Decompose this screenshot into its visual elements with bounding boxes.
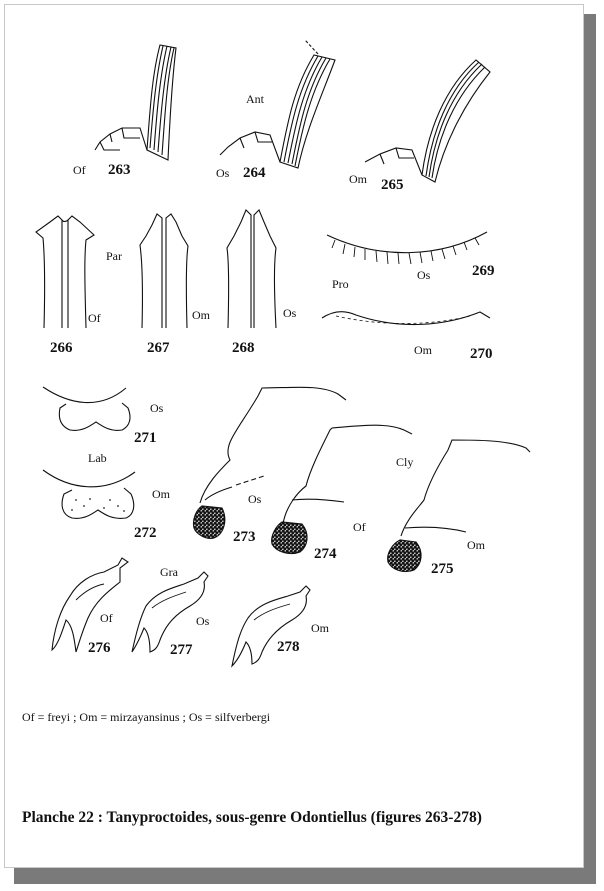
figure-266: 266: [50, 340, 73, 356]
figure-276: 276: [88, 640, 111, 656]
antenna-263: [95, 45, 176, 160]
antenna-264: [220, 40, 335, 168]
figure-263: 263: [108, 162, 131, 178]
species-276: Of: [100, 611, 113, 625]
figure-267: 267: [147, 340, 170, 356]
species-legend: Of = freyi ; Om = mirzayansinus ; Os = silfverbergi: [22, 710, 271, 724]
figure-274: 274: [314, 546, 337, 562]
label-lab: Lab: [88, 451, 107, 465]
label-ant: Ant: [246, 92, 264, 106]
species-275: Om: [467, 538, 485, 552]
figure-278: 278: [277, 639, 300, 655]
species-273: Os: [248, 492, 262, 506]
plate-caption: Planche 22 : Tanyproctoides, sous-genre Odontiellus (figures 263-278): [22, 809, 482, 826]
species-269: Os: [417, 268, 431, 282]
label-gra: Gra: [160, 565, 178, 579]
clypeus-274: [272, 425, 412, 553]
label-par: Par: [106, 249, 122, 263]
figure-277: 277: [170, 642, 193, 658]
figure-269: 269: [472, 263, 495, 279]
label-cly: Cly: [396, 455, 414, 469]
species-264: Os: [216, 166, 230, 180]
species-270: Om: [414, 343, 432, 357]
paramere-267: [140, 214, 188, 328]
antenna-265: [365, 60, 490, 182]
species-274: Of: [353, 520, 366, 534]
figure-275: 275: [431, 561, 454, 577]
figure-264: 264: [243, 165, 266, 181]
species-267: Om: [192, 308, 210, 322]
species-271: Os: [150, 401, 164, 415]
figure-268: 268: [232, 340, 255, 356]
label-pro: Pro: [332, 277, 349, 291]
figure-272: 272: [134, 525, 157, 541]
species-272: Om: [152, 487, 170, 501]
species-266: Of: [88, 311, 101, 325]
galea-276: [52, 558, 128, 652]
figure-270: 270: [470, 346, 493, 362]
paramere-266: [36, 216, 94, 328]
species-265: Om: [349, 172, 367, 186]
figure-265: 265: [381, 177, 404, 193]
species-263: Of: [73, 163, 86, 177]
figure-273: 273: [233, 529, 256, 545]
galea-277: [132, 572, 208, 652]
labrum-272: [43, 470, 135, 518]
paramere-268: [227, 210, 276, 328]
species-268: Os: [283, 306, 297, 320]
pronotum-269: [327, 232, 487, 264]
species-278: Om: [311, 621, 329, 635]
clypeus-273: [193, 387, 346, 538]
species-277: Os: [196, 614, 210, 628]
figure-271: 271: [134, 430, 157, 446]
pronotum-270: [322, 312, 490, 325]
labrum-271: [43, 387, 130, 430]
